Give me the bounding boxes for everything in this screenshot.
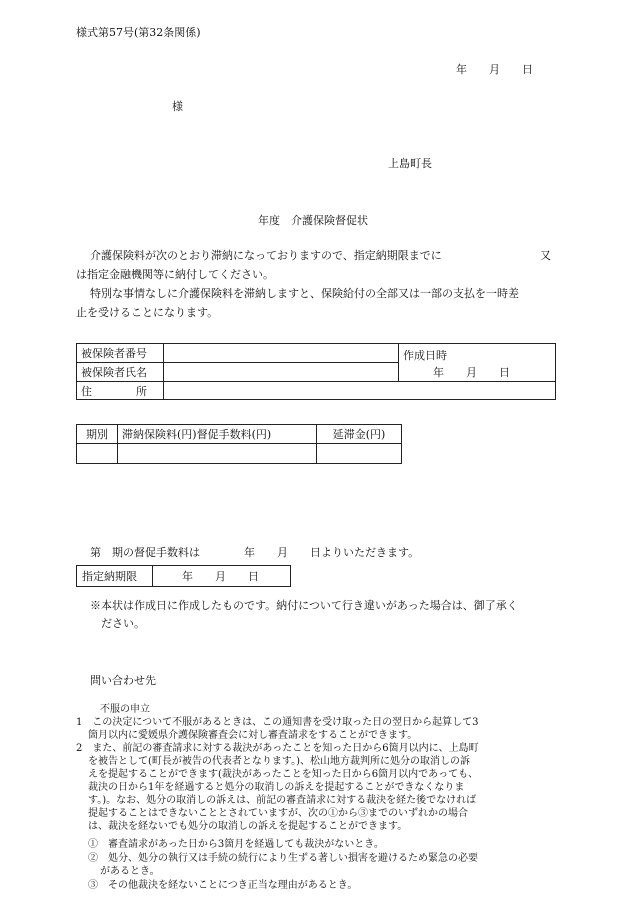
appeal-heading: 不服の申立 xyxy=(100,704,150,715)
document-title: 年度 介護保険督促状 xyxy=(258,214,368,227)
address-value xyxy=(164,382,556,400)
created-date-label: 作成日時 xyxy=(403,349,447,362)
insured-number-value xyxy=(164,344,399,363)
appeal-item1-line1: 1 この決定について不服があるときは、この通知書を受け取った日の翌日から起算して3 xyxy=(76,717,479,728)
appeal-sub2-line2: があるとき。 xyxy=(100,866,160,877)
body-line-1: 介護保険料が次のとおり滞納になっておりますので、指定納期限までに xyxy=(90,249,442,262)
appeal-item2-line2: を被告として(町長が被告の代表者となります。)、松山地方裁判所に処分の取消しの訴 xyxy=(88,756,471,767)
fee-header-late: 延滞金(円) xyxy=(317,425,402,444)
appeal-sub2-line1: ② 処分、処分の執行又は手続の続行により生ずる著しい損害を避けるため緊急の必要 xyxy=(88,853,478,864)
issue-date: 年 月 日 xyxy=(456,63,533,76)
appeal-item2-line4: 裁決の日から1年を経過すると処分の取消しの訴えを提起することができなくなりま xyxy=(88,782,465,793)
deadline-label: 指定納期限 xyxy=(82,570,137,583)
deadline-divider xyxy=(152,565,153,586)
deadline-value: 年 月 日 xyxy=(182,570,259,583)
address-label: 住 所 xyxy=(77,382,164,400)
body-line-1-end: 又 xyxy=(540,249,551,262)
insured-name-value xyxy=(164,363,399,382)
appeal-item2-line7: は、裁決を経ないでも処分の取消しの訴えを提起することができます。 xyxy=(88,821,408,832)
fee-cell-period xyxy=(77,444,118,464)
created-date-cell xyxy=(399,344,556,382)
fee-header-period: 期別 xyxy=(77,425,118,444)
appeal-item2-line1: 2 また、前記の審査請求に対する裁決があったことを知った日から6箇月以内に、上島町 xyxy=(76,743,479,754)
appeal-item2-line3: えを提起することができます(裁決があったことを知った日から6箇月以内であっても、 xyxy=(88,769,479,780)
issuer-name: 上島町長 xyxy=(388,157,432,170)
appeal-sub1: ① 審査請求があった日から3箇月を経過しても裁決がないとき。 xyxy=(88,839,384,850)
fee-cell-late xyxy=(317,444,402,464)
appeal-item2-line5: す。)。なお、処分の取消しの訴えは、前記の審査請求に対する裁決を経た後でなければ xyxy=(88,795,477,806)
appeal-sub3: ③ その他裁決を経ないことにつき正当な理由があるとき。 xyxy=(88,880,358,891)
note-line-1: ※本状は作成日に作成したものです。納付について行き違いがあった場合は、御了承く xyxy=(90,599,518,612)
contact-label: 問い合わせ先 xyxy=(90,674,156,687)
form-number: 様式第57号(第32条関係) xyxy=(76,26,201,39)
fee-cell-amounts xyxy=(118,444,317,464)
appeal-item1-line2: 箇月以内に愛媛県介護保険審査会に対し審査請求をすることができます。 xyxy=(88,730,418,741)
body-line-2: は指定金融機関等に納付してください。 xyxy=(76,268,274,281)
fee-header-amounts: 滞納保険料(円)督促手数料(円) xyxy=(118,425,317,444)
insured-number-label: 被保険者番号 xyxy=(77,344,164,363)
created-date-value: 年 月 日 xyxy=(433,366,510,379)
note-line-2: ださい。 xyxy=(101,617,145,630)
addressee-suffix: 様 xyxy=(172,100,183,113)
body-line-4: 止を受けることになります。 xyxy=(76,306,219,319)
appeal-item2-line6: 提起することはできないこととされていますが、次の①から③までのいずれかの場合 xyxy=(88,808,468,819)
fee-notice: 第 期の督促手数料は 年 月 日よりいただきます。 xyxy=(90,546,420,559)
insured-name-label: 被保険者氏名 xyxy=(77,363,164,382)
insured-info-table xyxy=(76,343,556,400)
fee-table xyxy=(76,424,402,464)
body-line-3: 特別な事情なしに介護保険料を滞納しますと、保険給付の全部又は一部の支払を一時差 xyxy=(90,287,519,300)
